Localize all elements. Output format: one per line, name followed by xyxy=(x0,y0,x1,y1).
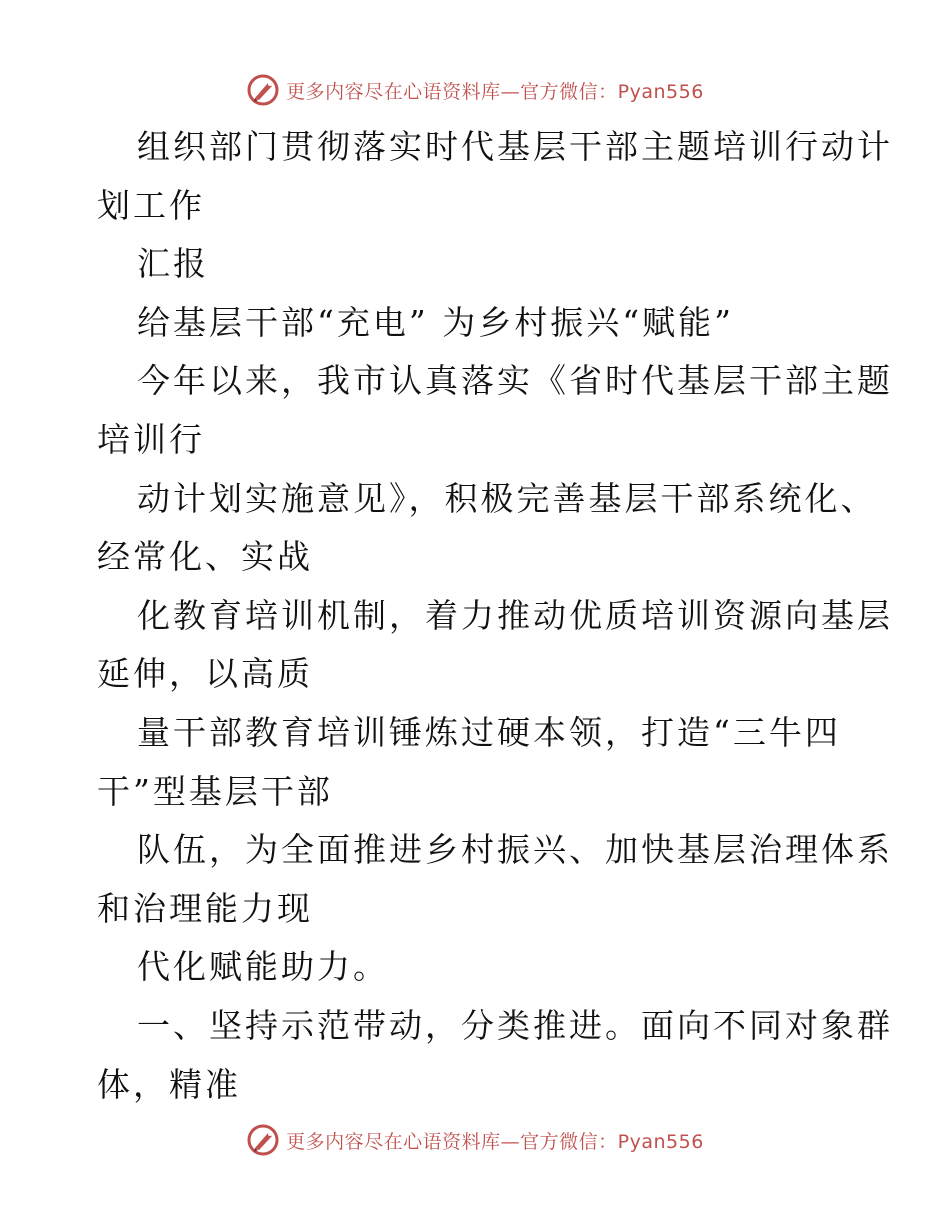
body-line: 培训行 xyxy=(97,419,205,459)
body-line: 代化赋能助力。 xyxy=(137,947,389,987)
header-wechat-id: Pyan556 xyxy=(617,80,704,103)
pen-circle-logo-icon xyxy=(246,1123,280,1157)
body-line: 今年以来，我市认真落实《省时代基层干部主题 xyxy=(137,361,893,401)
footer-banner-text: 更多内容尽在心语资料库—官方微信：Pyan556 xyxy=(286,1130,704,1153)
body-line: 动计划实施意见》，积极完善基层干部系统化、 xyxy=(137,478,877,518)
footer-banner xyxy=(0,1120,950,1160)
header-banner-text: 更多内容尽在心语资料库—官方微信：Pyan556 xyxy=(286,80,704,103)
header-banner xyxy=(0,70,950,110)
document-body xyxy=(97,118,893,1114)
body-line: 干”型基层干部 xyxy=(97,771,333,811)
footer-wechat-id: Pyan556 xyxy=(617,1130,704,1153)
body-line: 队伍，为全面推进乡村振兴、加快基层治理体系 xyxy=(137,830,893,870)
body-line: 划工作 xyxy=(97,185,205,225)
body-line: 经常化、实战 xyxy=(97,537,313,577)
body-line: 一、坚持示范带动，分类推进。面向不同对象群 xyxy=(137,1005,893,1045)
body-line: 化教育培训机制，着力推动优质培训资源向基层 xyxy=(137,595,893,635)
body-line: 和治理能力现 xyxy=(97,888,313,928)
body-line: 给基层干部“充电” 为乡村振兴“赋能” xyxy=(137,302,734,342)
body-line: 组织部门贯彻落实时代基层干部主题培训行动计 xyxy=(137,127,893,166)
body-line: 延伸，以高质 xyxy=(97,654,313,694)
pen-circle-logo-icon xyxy=(246,73,280,107)
body-line: 量干部教育培训锤炼过硬本领，打造“三牛四 xyxy=(137,712,841,752)
body-line: 体，精准 xyxy=(97,1064,241,1104)
body-line: 汇报 xyxy=(137,244,209,284)
